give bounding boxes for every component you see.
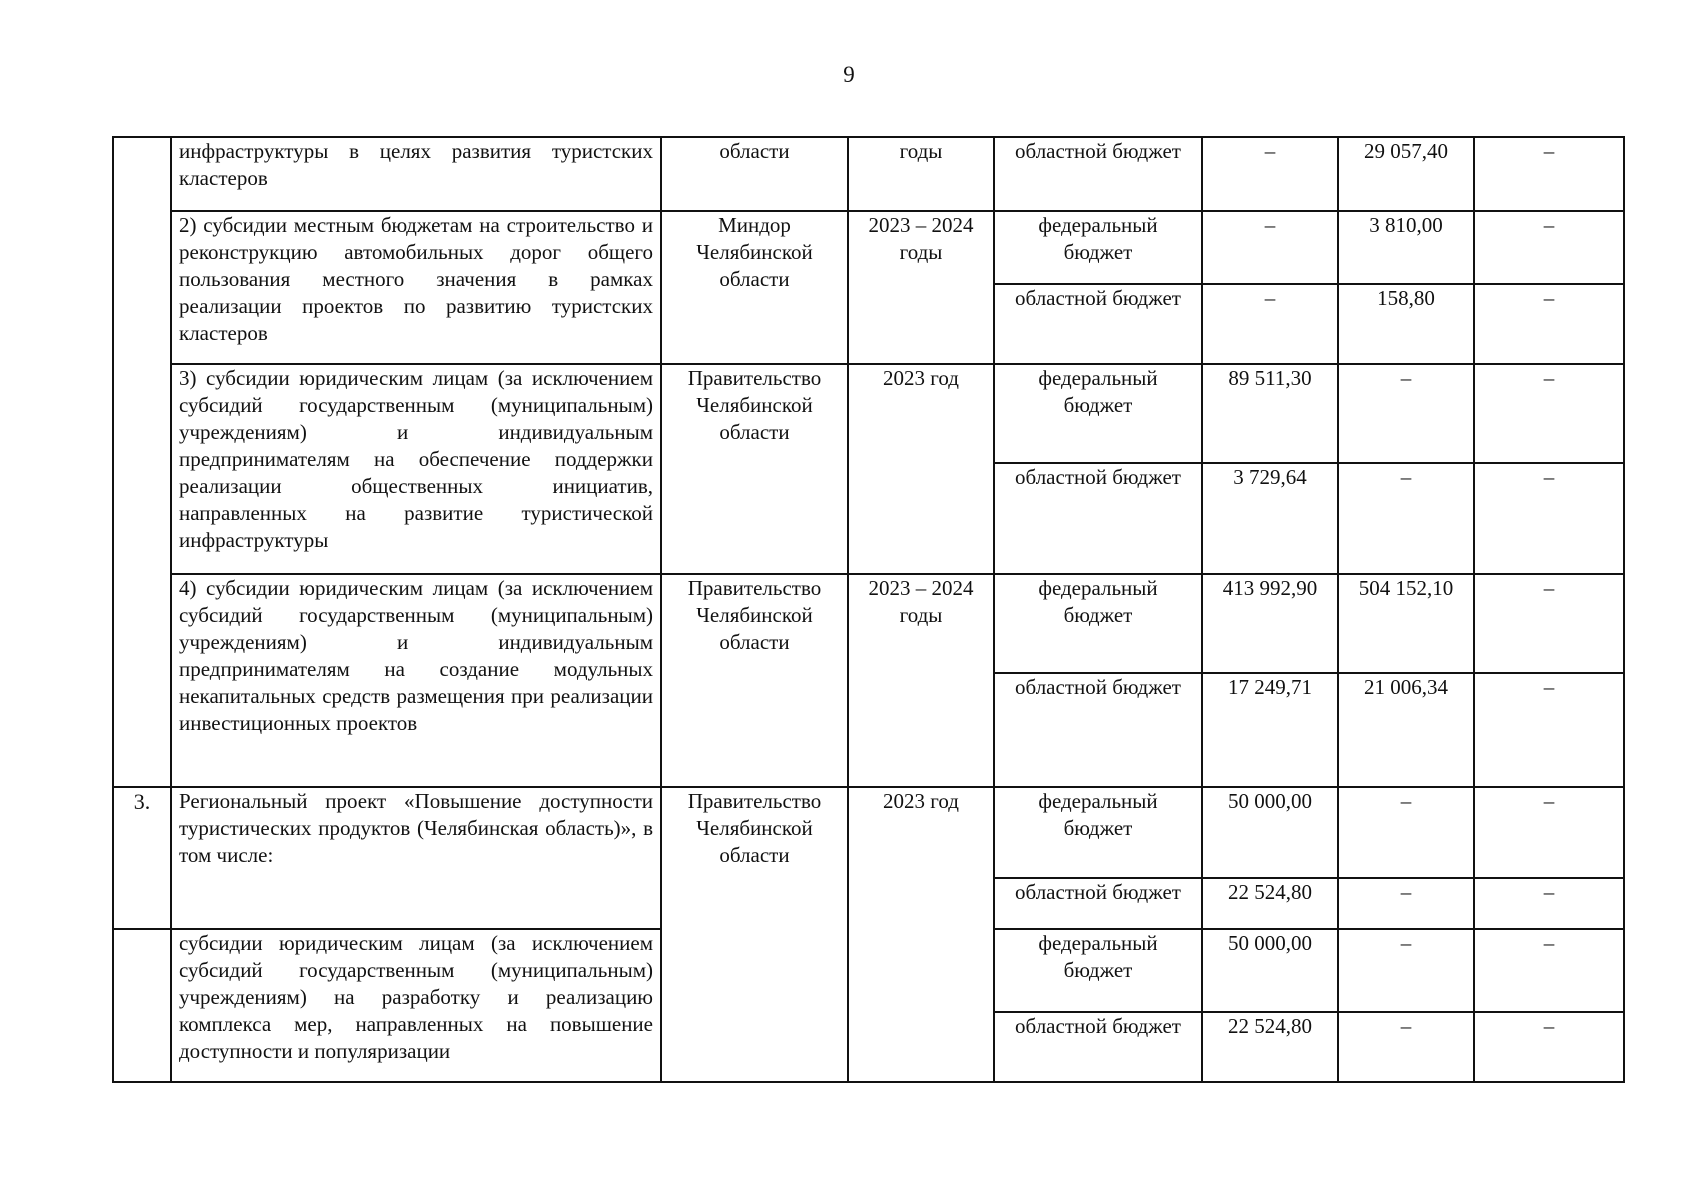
measure-description: Региональный проект «Повышение доступности туристических продуктов (Челябинская область)», в том числе: xyxy=(171,787,661,929)
amount-year-2: 3 810,00 xyxy=(1338,211,1474,284)
responsible-executor: Правительство Челябинской области xyxy=(661,574,848,787)
amount-year-2: – xyxy=(1338,1012,1474,1082)
amount-year-1: – xyxy=(1202,284,1338,364)
amount-year-1: – xyxy=(1202,211,1338,284)
measure-description: инфраструктуры в целях развития туристских кластеров xyxy=(171,137,661,211)
amount-year-3: – xyxy=(1474,673,1624,787)
funding-source: областной бюджет xyxy=(994,878,1202,929)
amount-year-1: 22 524,80 xyxy=(1202,878,1338,929)
amount-year-1: 50 000,00 xyxy=(1202,787,1338,878)
amount-year-3: – xyxy=(1474,574,1624,673)
funding-source: областной бюджет xyxy=(994,1012,1202,1082)
implementation-period: 2023 год xyxy=(848,364,994,574)
funding-source: федеральный бюджет xyxy=(994,211,1202,284)
amount-year-3: – xyxy=(1474,211,1624,284)
amount-year-3: – xyxy=(1474,787,1624,878)
implementation-period: годы xyxy=(848,137,994,211)
funding-source: федеральный бюджет xyxy=(994,574,1202,673)
funding-source: областной бюджет xyxy=(994,463,1202,574)
responsible-executor: Правительство Челябинской области xyxy=(661,364,848,574)
measure-description: субсидии юридическим лицам (за исключением субсидий государственным (муниципальным) учреждениям) на разработку и реализацию комплекса мер, направленных на повышение доступности и популяризации xyxy=(171,929,661,1082)
amount-year-2: 29 057,40 xyxy=(1338,137,1474,211)
amount-year-1: – xyxy=(1202,137,1338,211)
table-row xyxy=(113,574,1624,673)
amount-year-2: – xyxy=(1338,463,1474,574)
implementation-period: 2023 – 2024 годы xyxy=(848,211,994,364)
amount-year-2: 21 006,34 xyxy=(1338,673,1474,787)
table-row xyxy=(113,211,1624,284)
amount-year-3: – xyxy=(1474,1012,1624,1082)
amount-year-1: 3 729,64 xyxy=(1202,463,1338,574)
amount-year-3: – xyxy=(1474,364,1624,463)
amount-year-2: 504 152,10 xyxy=(1338,574,1474,673)
budget-table xyxy=(112,136,1625,1083)
funding-source: областной бюджет xyxy=(994,284,1202,364)
responsible-executor: Правительство Челябинской области xyxy=(661,787,848,1082)
funding-source: федеральный бюджет xyxy=(994,929,1202,1012)
amount-year-3: – xyxy=(1474,463,1624,574)
measure-description: 2) субсидии местным бюджетам на строительство и реконструкцию автомобильных дорог общего пользования местного значения в рамках реализации проектов по развитию туристских кластеров xyxy=(171,211,661,364)
amount-year-2: 158,80 xyxy=(1338,284,1474,364)
funding-source: федеральный бюджет xyxy=(994,787,1202,878)
funding-source: областной бюджет xyxy=(994,137,1202,211)
amount-year-3: – xyxy=(1474,878,1624,929)
amount-year-1: 89 511,30 xyxy=(1202,364,1338,463)
row-number-cell xyxy=(113,137,171,787)
table-row xyxy=(113,137,1624,211)
implementation-period: 2023 – 2024 годы xyxy=(848,574,994,787)
row-number-cell xyxy=(113,929,171,1082)
amount-year-3: – xyxy=(1474,929,1624,1012)
responsible-executor: области xyxy=(661,137,848,211)
amount-year-2: – xyxy=(1338,878,1474,929)
funding-source: областной бюджет xyxy=(994,673,1202,787)
measure-description: 4) субсидии юридическим лицам (за исключением субсидий государственным (муниципальным) учреждениям) и индивидуальным предпринимателям на создание модульных некапитальных средств размещения при реализации инвестиционных проектов xyxy=(171,574,661,787)
table-row xyxy=(113,787,1624,878)
amount-year-3: – xyxy=(1474,284,1624,364)
row-number-cell: 3. xyxy=(113,787,171,929)
implementation-period: 2023 год xyxy=(848,787,994,1082)
responsible-executor: Миндор Челябинской области xyxy=(661,211,848,364)
amount-year-2: – xyxy=(1338,364,1474,463)
amount-year-1: 17 249,71 xyxy=(1202,673,1338,787)
funding-source: федеральный бюджет xyxy=(994,364,1202,463)
table-row xyxy=(113,364,1624,463)
amount-year-1: 413 992,90 xyxy=(1202,574,1338,673)
measure-description: 3) субсидии юридическим лицам (за исключением субсидий государственным (муниципальным) учреждениям) и индивидуальным предпринимателям на обеспечение поддержки реализации общественных инициатив, направленных на развитие туристической инфраструктуры xyxy=(171,364,661,574)
amount-year-3: – xyxy=(1474,137,1624,211)
amount-year-2: – xyxy=(1338,787,1474,878)
amount-year-1: 50 000,00 xyxy=(1202,929,1338,1012)
amount-year-1: 22 524,80 xyxy=(1202,1012,1338,1082)
amount-year-2: – xyxy=(1338,929,1474,1012)
page-number: 9 xyxy=(843,62,855,87)
